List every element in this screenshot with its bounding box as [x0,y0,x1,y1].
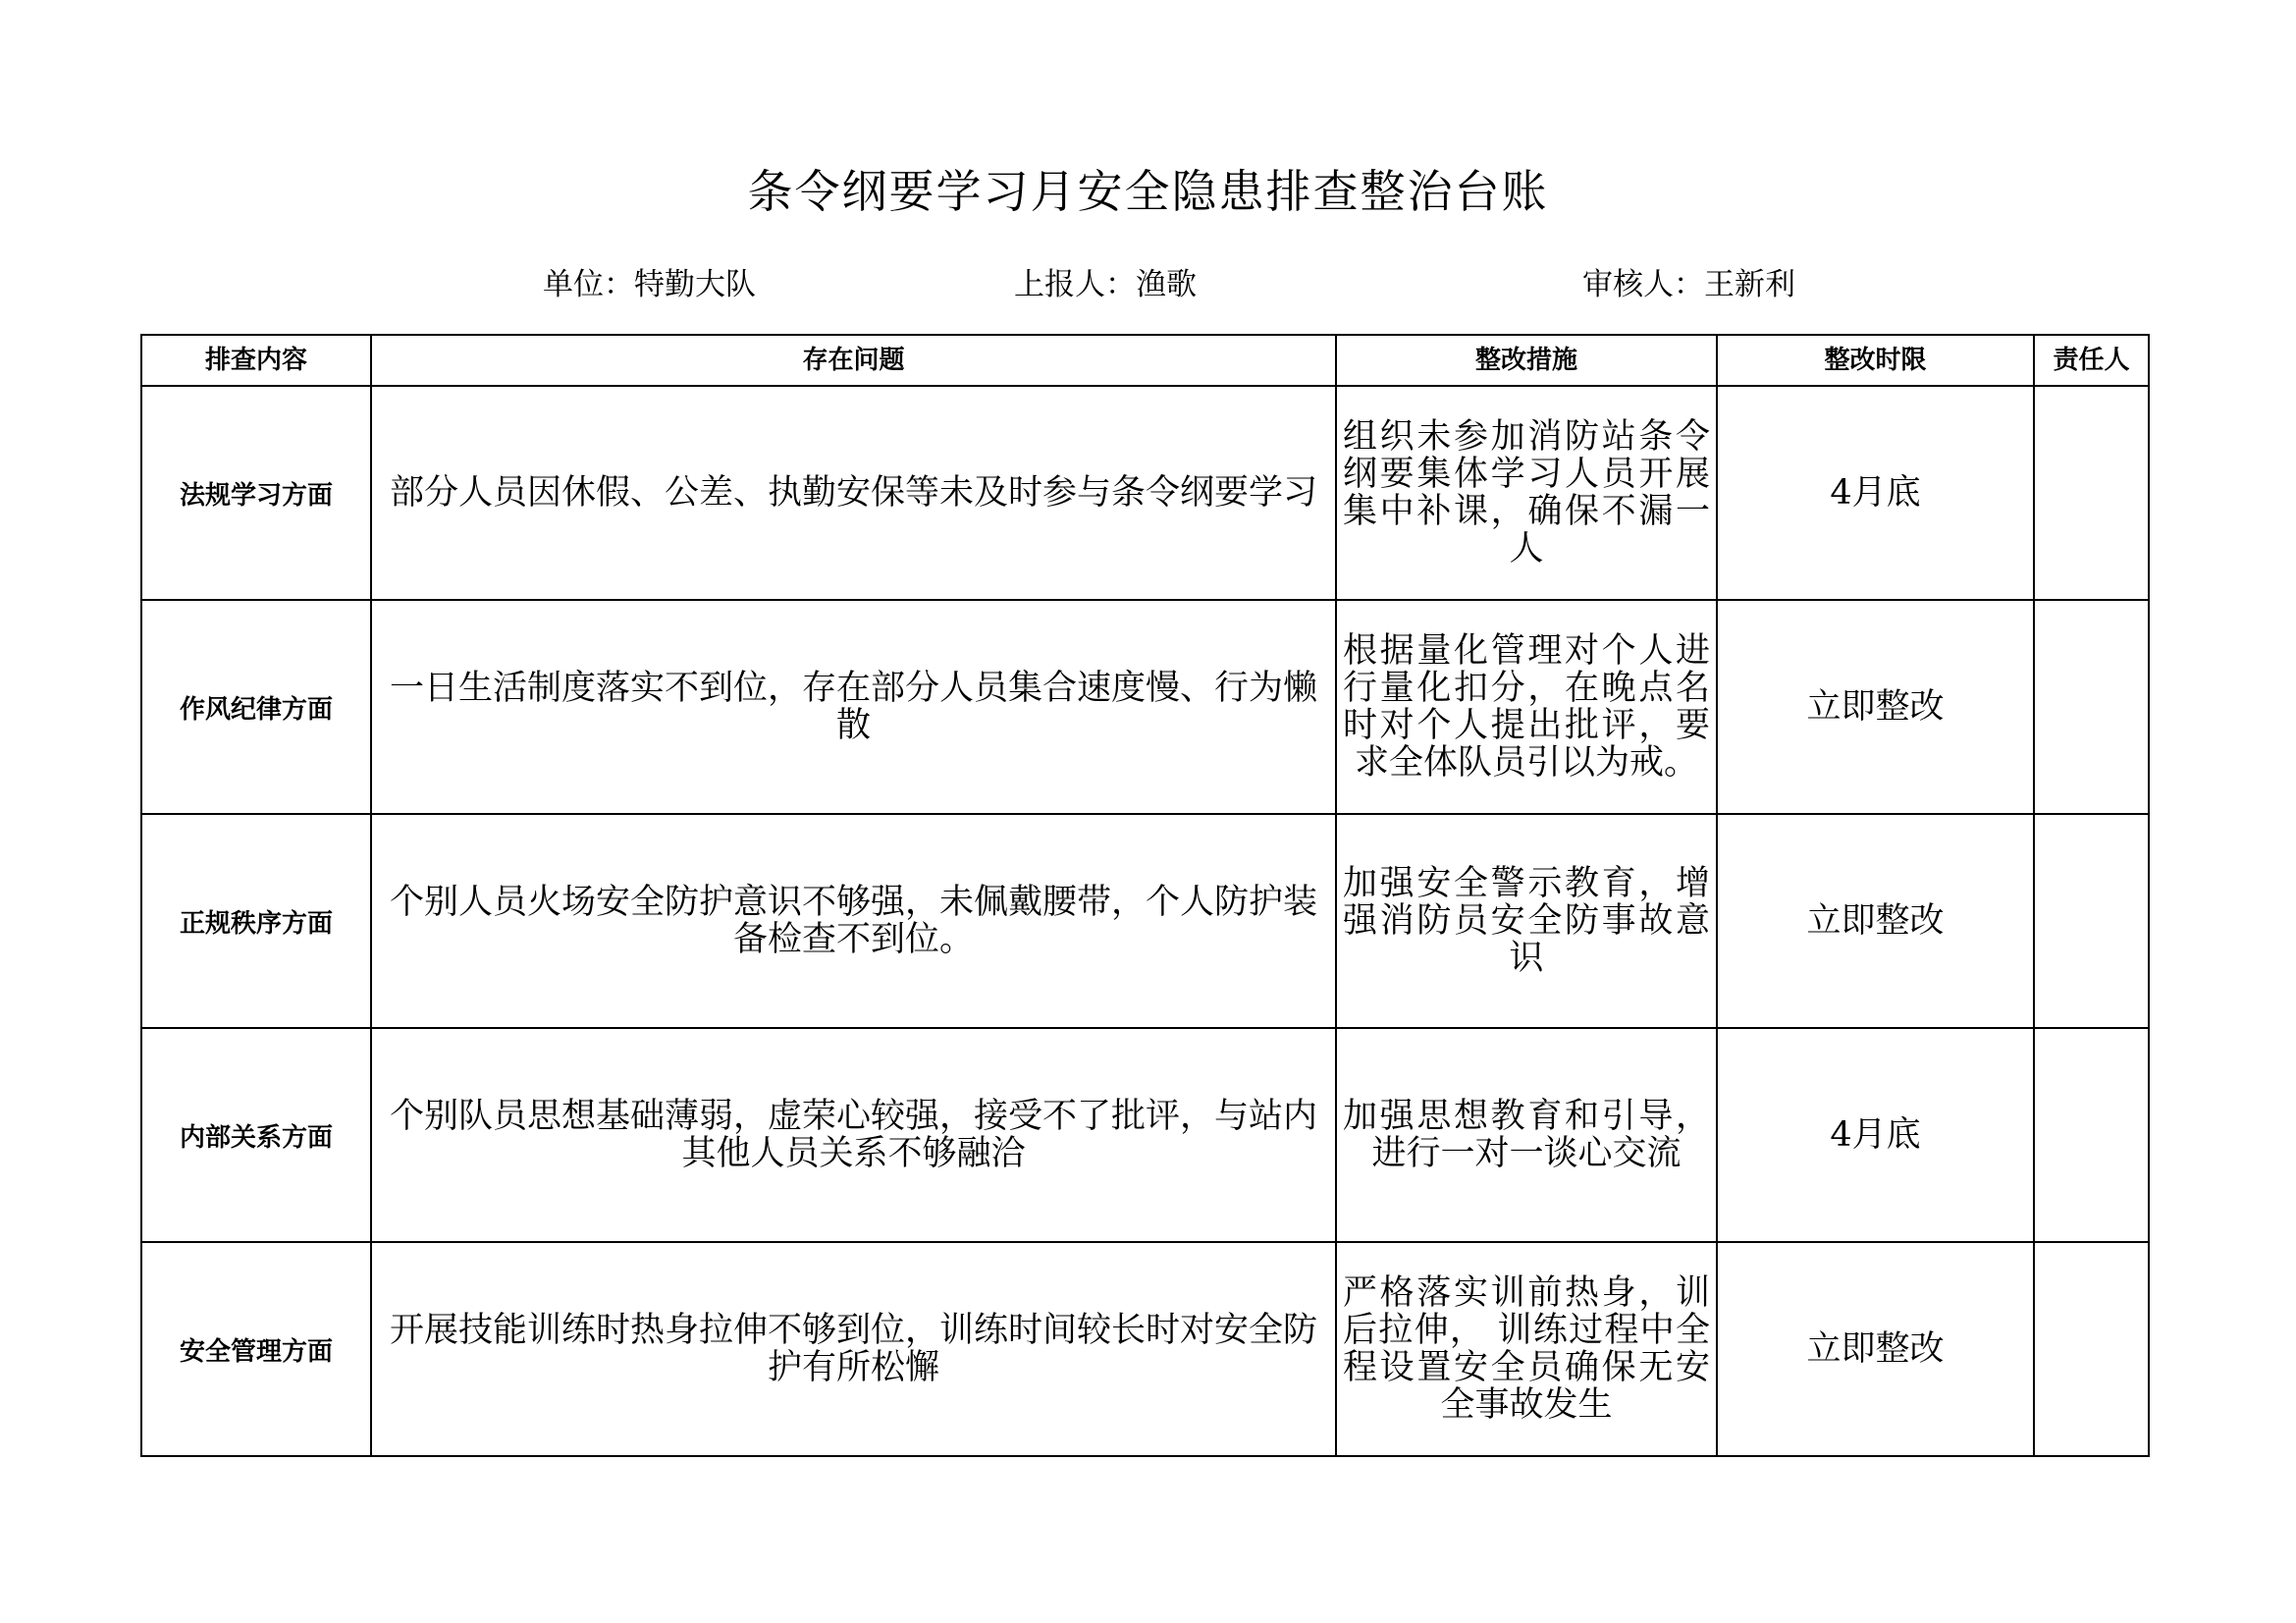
row-deadline: 立即整改 [1717,600,2034,814]
row-deadline: 4月底 [1717,386,2034,600]
header-category: 排查内容 [141,335,371,386]
header-owner: 责任人 [2034,335,2149,386]
row-problem: 个别队员思想基础薄弱，虚荣心较强，接受不了批评，与站内其他人员关系不够融洽 [371,1028,1336,1242]
row-problem: 部分人员因休假、公差、执勤安保等未及时参与条令纲要学习 [371,386,1336,600]
row-measure: 严格落实训前热身，训后拉伸， 训练过程中全程设置安全员确保无安全事故发生 [1336,1242,1717,1456]
row-owner [2034,1028,2149,1242]
reviewer-label: 审核人：王新利 [1582,267,1795,302]
row-measure: 加强思想教育和引导，进行一对一谈心交流 [1336,1028,1717,1242]
table-header-row [141,335,2149,386]
row-deadline: 立即整改 [1717,814,2034,1028]
header-measure: 整改措施 [1336,335,1717,386]
row-owner [2034,386,2149,600]
row-category: 作风纪律方面 [141,600,371,814]
row-measure: 根据量化管理对个人进行量化扣分，在晚点名时对个人提出批评，要求全体队员引以为戒。 [1336,600,1717,814]
row-measure: 组织未参加消防站条令纲要集体学习人员开展集中补课，确保不漏一人 [1336,386,1717,600]
table-row [141,386,2149,600]
header-problem: 存在问题 [371,335,1336,386]
unit-label: 单位：特勤大队 [543,267,756,302]
row-measure: 加强安全警示教育，增强消防员安全防事故意识 [1336,814,1717,1028]
row-deadline: 立即整改 [1717,1242,2034,1456]
row-category: 正规秩序方面 [141,814,371,1028]
table-row [141,600,2149,814]
row-problem: 个别人员火场安全防护意识不够强，未佩戴腰带，个人防护装备检查不到位。 [371,814,1336,1028]
row-category: 内部关系方面 [141,1028,371,1242]
table-row [141,1242,2149,1456]
row-category: 安全管理方面 [141,1242,371,1456]
row-problem: 开展技能训练时热身拉伸不够到位，训练时间较长时对安全防护有所松懈 [371,1242,1336,1456]
table-row [141,1028,2149,1242]
header-deadline: 整改时限 [1717,335,2034,386]
row-owner [2034,600,2149,814]
row-problem: 一日生活制度落实不到位，存在部分人员集合速度慢、行为懒散 [371,600,1336,814]
row-owner [2034,1242,2149,1456]
document-title: 条令纲要学习月安全隐患排查整治台账 [747,165,1549,218]
row-category: 法规学习方面 [141,386,371,600]
row-deadline: 4月底 [1717,1028,2034,1242]
row-owner [2034,814,2149,1028]
hazard-ledger-table [140,334,2150,1457]
table-row [141,814,2149,1028]
reporter-label: 上报人：渔歌 [1014,267,1197,302]
